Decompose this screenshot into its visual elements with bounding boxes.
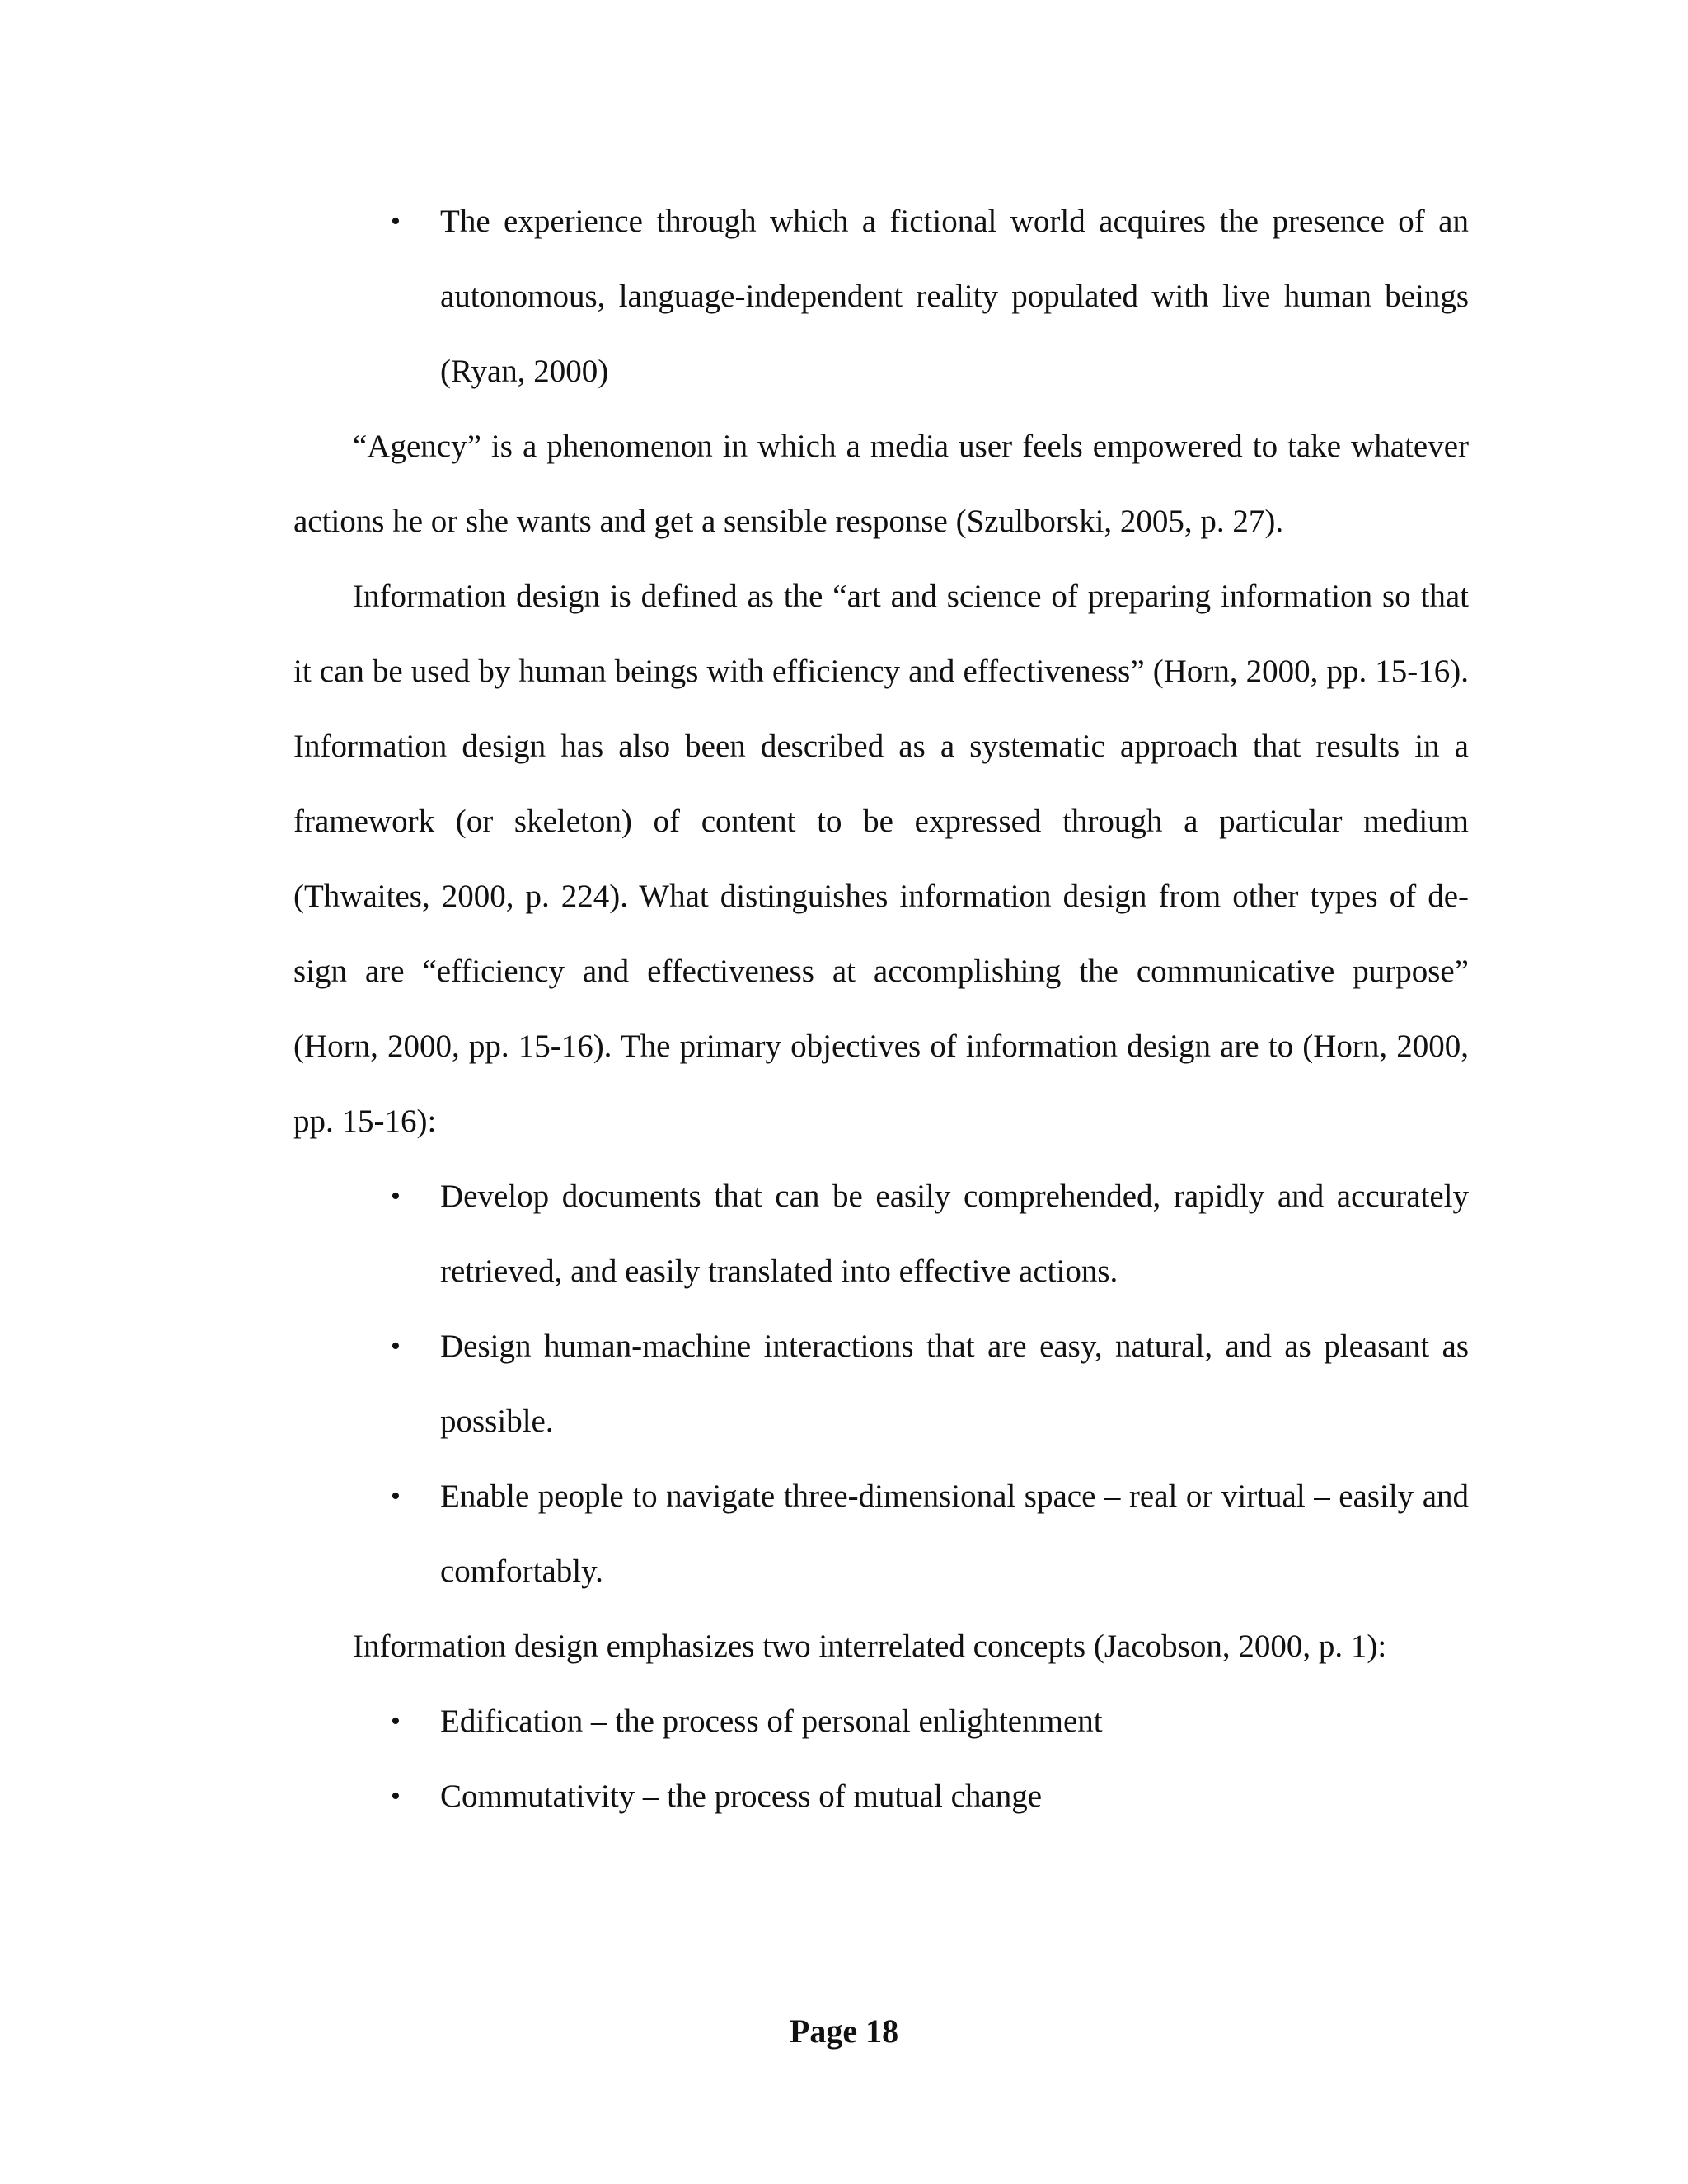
concepts-paragraph: Information design emphasizes two interrelated concepts (Jacobson, 2000, p. 1): [353,1629,1387,1664]
page-number: Page 18 [789,2013,899,2050]
objectives-bullet-list [293,1159,1469,1609]
page-body [293,184,1469,1834]
list-item [293,1159,1469,1309]
bullet-icon: • [391,1331,401,1361]
bullet-icon: • [391,206,401,237]
definition-bullet-list [293,184,1469,409]
list-item [293,1309,1469,1459]
list-item-text: Enable people to navigate three-dimensional space – real or virtual – easily and comfortably. [440,1479,1469,1589]
list-item [293,1459,1469,1609]
concepts-bullet-list [293,1684,1469,1834]
information-design-paragraph: Information design is defined as the “art and science of preparing information so that it can be used by human beings with efficiency and effectiveness” (Horn, 2000, pp. 15-16). Information design has also been described as a systematic approach that results in a framework (or skeleton) of content to be expressed through a particular medium (Thwaites, 2000, p. 224). What distinguishes information design from other types of de-sign are “efficiency and effectiveness at accomplishing the communicative purpose” (Horn, 2000, pp. 15-16). The primary objectives of information design are to (Horn, 2000, pp. 15-16): [293,579,1469,1139]
list-item [293,184,1469,409]
list-item-text: Design human-machine interactions that are easy, natural, and as pleasant as possible. [440,1329,1469,1439]
list-item-text: Commutativity – the process of mutual change [440,1779,1043,1814]
list-item-text: The experience through which a fictional world acquires the presence of an autonomous, language-independent reality populated with live human beings (Ryan, 2000) [440,204,1469,389]
list-item-text: Develop documents that can be easily comprehended, rapidly and accurately retrieved, and easily translated into effective actions. [440,1179,1469,1289]
bullet-icon: • [391,1781,401,1811]
bullet-icon: • [391,1481,401,1511]
agency-paragraph: “Agency” is a phenomenon in which a media user feels empowered to take whatever actions he or she wants and get a sensible response (Szulborski, 2005, p. 27). [293,429,1469,539]
bullet-icon: • [391,1706,401,1736]
list-item [293,1684,1469,1759]
bullet-icon: • [391,1181,401,1212]
list-item-text: Edification – the process of personal enlightenment [440,1704,1103,1739]
list-item [293,1759,1469,1834]
